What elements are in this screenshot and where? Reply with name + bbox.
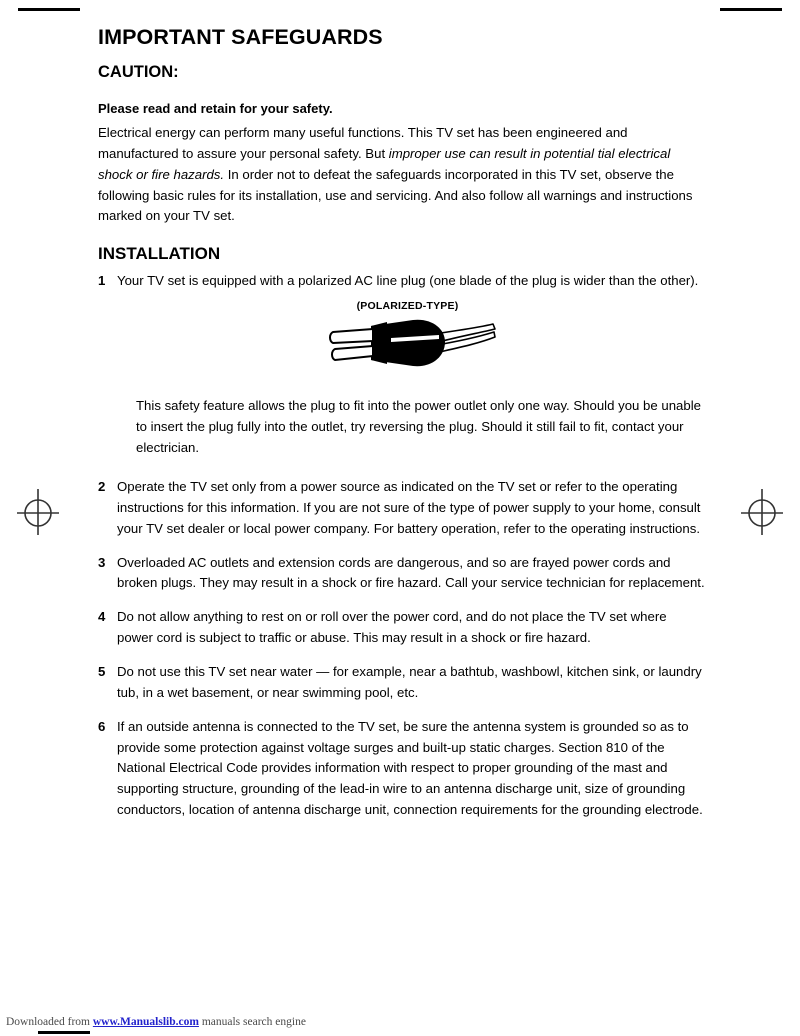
intro-paragraph: [98, 123, 706, 227]
polarized-plug-icon: [327, 316, 497, 378]
footer-watermark: [6, 1016, 306, 1028]
list-item: [98, 553, 706, 595]
list-item: [98, 717, 706, 821]
list-item-number: 2: [98, 478, 106, 494]
list-item-text: Do not use this TV set near water — for example, near a bathtub, washbowl, kitchen sink, or laundry tub, in a wet basement, or near swimming pool, etc.: [117, 663, 702, 700]
list-item-number: 1: [98, 272, 106, 288]
list-item-number: 6: [98, 718, 106, 734]
list-item-number: 5: [98, 663, 106, 679]
figure-caption: (POLARIZED-TYPE): [356, 299, 459, 312]
manualslib-link[interactable]: www.Manualslib.com: [92, 1016, 199, 1028]
registration-mark-right-icon: [737, 487, 787, 537]
list-item-text: Do not allow anything to rest on or roll over the power cord, and do not place the TV set where power cord is subject to traffic or abuse. This may result in a shock or fire hazard.: [117, 609, 667, 646]
list-item: [98, 271, 706, 459]
list-item: [98, 662, 706, 704]
footer-crop-mark: [38, 1031, 90, 1034]
list-item-text: Your TV set is equipped with a polarized AC line plug (one blade of the plug is wider than the other).: [117, 272, 699, 288]
list-item-text: Operate the TV set only from a power source as indicated on the TV set or refer to the operating instructions for this information. If you are not sure of the type of power supply to your home, consult your TV set dealer or local power company. For battery operation, refer to the operating instructions.: [117, 478, 701, 536]
intro-part1: Electrical energy can perform many useful functions. This TV set has been engineered and manufactured to assure your personal safety. But: [98, 124, 628, 161]
crop-mark-top-right: [720, 8, 782, 11]
document-page: [98, 26, 706, 834]
footer-pre-text: Downloaded from: [6, 1016, 90, 1028]
lead-bold-text: Please read and retain for your safety.: [98, 100, 333, 116]
safeguard-rules-list: [98, 271, 706, 821]
list-item-text: If an outside antenna is connected to the TV set, be sure the antenna system is grounded so as to provide some protection against voltage surges and built-up static charges. Section 810 of the National Electrical Code provides information with respect to proper grounding of the mast and supporting structure, grounding of the lead-in wire to an antenna discharge unit, size of grounding conductors, location of antenna discharge unit, connection requirements for the grounding electrode.: [117, 718, 703, 818]
figure-note-text: This safety feature allows the plug to fit into the power outlet only one way. Should you be unable to insert the plug fully into the outlet, try reversing the plug. Should it still fail to fit, contact your electrician.: [136, 398, 701, 456]
list-item: [98, 607, 706, 649]
plug-figure: [117, 298, 706, 379]
intro-italic-clause: improper use can result in potential tial electrical shock or fire hazards.: [98, 145, 671, 182]
section-heading-installation: INSTALLATION: [98, 244, 221, 264]
page-title: IMPORTANT SAFEGUARDS: [98, 25, 383, 49]
crop-mark-top-left: [18, 8, 80, 11]
caution-heading: CAUTION:: [98, 62, 179, 81]
list-item-text: Overloaded AC outlets and extension cords are dangerous, and so are frayed power cords and broken plugs. They may result in a shock or fire hazard. Call your service technician for replacement.: [117, 554, 705, 591]
list-item-number: 4: [98, 609, 106, 625]
registration-mark-left-icon: [13, 487, 63, 537]
intro-part2: In order not to defeat the safeguards incorporated in this TV set, observe the following basic rules for its installation, use and servicing. And also follow all warnings and instructions marked on your TV set.: [98, 166, 693, 224]
list-item: [98, 477, 706, 540]
footer-post-text: manuals search engine: [201, 1016, 306, 1028]
list-item-number: 3: [98, 554, 106, 570]
